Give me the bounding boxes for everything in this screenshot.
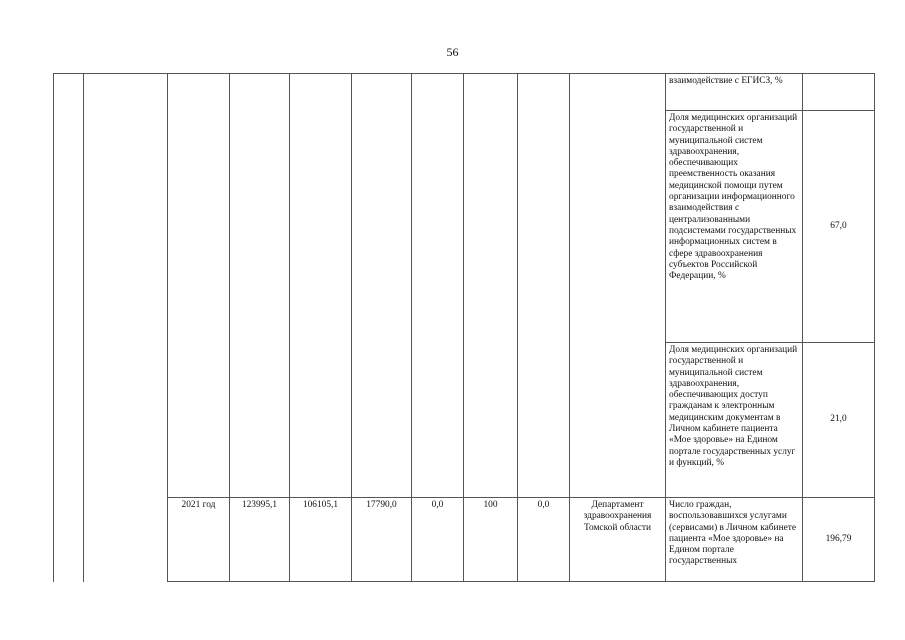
empty-cell xyxy=(412,74,464,498)
page-number: 56 xyxy=(446,45,459,59)
empty-cell xyxy=(464,74,518,498)
value-cell: 100 xyxy=(464,498,518,582)
local-funding-cell: 0,0 xyxy=(412,498,464,582)
regional-funding-cell: 17790,0 xyxy=(352,498,412,582)
total-funding-cell: 123995,1 xyxy=(230,498,290,582)
target-value-cell xyxy=(803,74,875,111)
empty-cell xyxy=(230,74,290,498)
year-cell: 2021 год xyxy=(168,498,230,582)
indicator-cell: Доля медицинских организаций государственной и муниципальной систем здравоохранения, обеспечивающих доступ гражданам к электронным медицинским документам в Личном кабинете пациента «Мое здоровье» на Едином портале государственных услуг и функций, % xyxy=(666,343,803,498)
federal-funding-cell: 106105,1 xyxy=(290,498,352,582)
program-table xyxy=(53,73,875,582)
other-funding-cell: 0,0 xyxy=(518,498,570,582)
empty-cell xyxy=(84,74,168,582)
empty-cell xyxy=(290,74,352,498)
target-value-cell: 67,0 xyxy=(803,111,875,343)
table-row xyxy=(54,498,875,582)
table-row xyxy=(54,74,875,111)
empty-cell xyxy=(352,74,412,498)
executor-cell: Департамент здравоохранения Томской области xyxy=(570,498,666,582)
indicator-cell: взаимодействие с ЕГИСЗ, % xyxy=(666,74,803,111)
empty-cell xyxy=(168,74,230,498)
target-value-cell: 196,79 xyxy=(803,498,875,582)
empty-cell xyxy=(570,74,666,498)
indicator-cell: Число граждан, воспользовавшихся услугами (сервисами) в Личном кабинете пациента «Мое здоровье» на Едином портале государственных xyxy=(666,498,803,582)
empty-cell xyxy=(54,74,84,582)
target-value-cell: 21,0 xyxy=(803,343,875,498)
indicator-cell: Доля медицинских организаций государственной и муниципальной систем здравоохранения, обеспечивающих преемственность оказания медицинской помощи путем организации информационного взаимодействия с централизованными подсистемами государственных информационных систем в сфере здравоохранения субъектов Российской Федерации, % xyxy=(666,111,803,343)
empty-cell xyxy=(518,74,570,498)
